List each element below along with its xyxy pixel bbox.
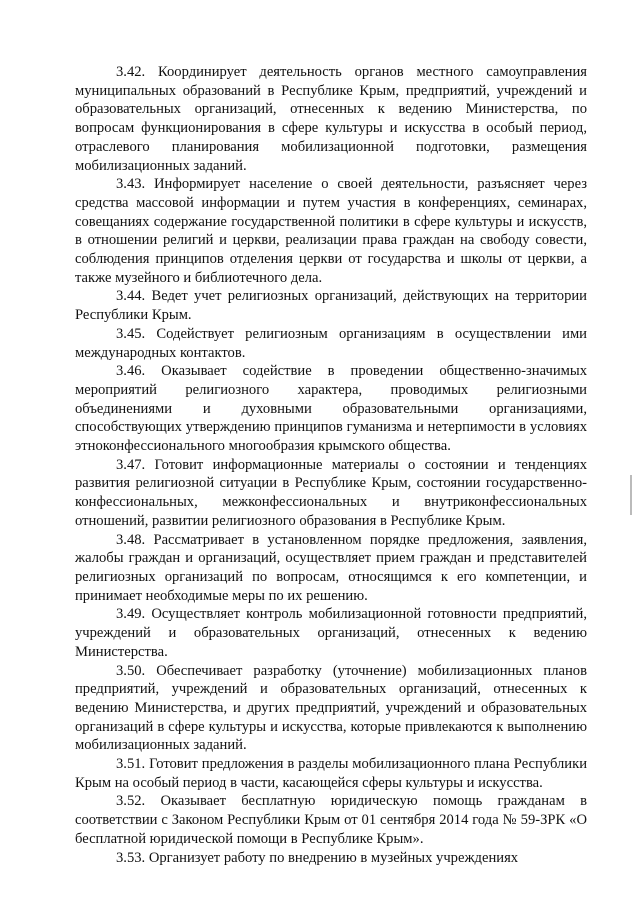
paragraph-3-49: 3.49. Осуществляет контроль мобилизационной готовности предприятий, учреждений и образовательных организаций, отнесенных к ведению Министерства. — [75, 606, 587, 660]
paragraph-3-53: 3.53. Организует работу по внедрению в музейных учреждениях — [116, 849, 519, 866]
paragraph-3-44: 3.44. Ведет учет религиозных организаций, действующих на территории Республики Крым. — [75, 288, 587, 324]
paragraph-3-43: 3.43. Информирует население о своей деятельности, разъясняет через средства массовой информации и путем участия в конференциях, семинарах, совещаниях содержание государственной политики в сфере культуры и искусств, в отношении религий и церкви, реализации права граждан на свободу совести, соблюдения принципов отделения церкви от государства и школы от церкви, а также музейного и библиотечного дела. — [75, 176, 587, 286]
paragraph-3-51: 3.51. Готовит предложения в разделы мобилизационного плана Республики Крым на особый период в части, касающейся сферы культуры и искусства. — [75, 756, 587, 791]
document-body — [75, 63, 587, 867]
paragraph-3-45: 3.45. Содействует религиозным организациям в осуществлении ими международных контактов. — [75, 325, 587, 361]
paragraph-3-47: 3.47. Готовит информационные материалы о состоянии и тенденциях развития религиозной ситуации в Республике Крым, состоянии государственно-конфессиональных, межконфессиональных и внутриконфессиональных отношений, развитии религиозного образования в Республике Крым. — [75, 456, 587, 529]
scan-edge-mark — [630, 475, 632, 515]
paragraph-3-52: 3.52. Оказывает бесплатную юридическую помощь гражданам в соответствии с Законом Республики Крым от 01 сентября 2014 года № 59-ЗРК «О бесплатной юридической помощи в Республике Крым». — [75, 793, 587, 847]
paragraph-3-46: 3.46. Оказывает содействие в проведении общественно-значимых мероприятий религиозного характера, проводимых религиозными объединениями и духовными образовательными организациями, способствующих утверждению принципов гуманизма и нетерпимости в условиях этноконфессионального многообразия крымского общества. — [75, 363, 587, 455]
paragraph-3-48: 3.48. Рассматривает в установленном порядке предложения, заявления, жалобы граждан и организаций, осуществляет прием граждан и представителей религиозных организаций по вопросам, относящимся к его компетенции, и принимает необходимые меры по их решению. — [75, 531, 587, 604]
paragraph-3-50: 3.50. Обеспечивает разработку (уточнение) мобилизационных планов предприятий, учреждений и образовательных организаций, отнесенных к ведению Министерства, и других предприятий, учреждений и образовательных организаций в сфере культуры и искусства, которые привлекаются к выполнению мобилизационных заданий. — [75, 662, 587, 754]
paragraph-3-42: 3.42. Координирует деятельность органов местного самоуправления муниципальных образований в Республике Крым, предприятий, учреждений и образовательных организаций, отнесенных к ведению Министерства, по вопросам функционирования в сфере культуры и искусства в особый период, отраслевого планирования мобилизационной подготовки, размещения мобилизационных заданий. — [75, 64, 587, 174]
